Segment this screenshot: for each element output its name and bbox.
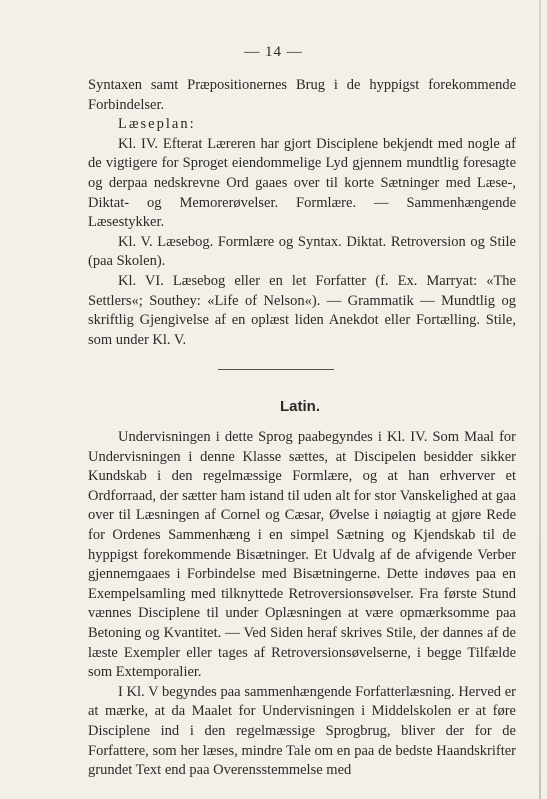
intro-paragraph: Syntaxen samt Præpositionernes Brug i de hyppigst forekommende Forbindelser. bbox=[88, 77, 516, 113]
paragraph-kl-v: Kl. V. Læsebog. Formlære og Syntax. Diktat. Retroversion og Stile (paa Skolen). bbox=[88, 233, 516, 270]
laeseplan-heading: Læseplan: bbox=[118, 116, 196, 133]
latin-paragraph-1: Undervisningen i dette Sprog paabegyndes i Kl. IV. Som Maal for Undervisningen i denne Klasse sættes, at Discipelen besidder sikker Kundskab i den regelmæssige Formlære, og at han erhverver et Ordforraad, der sætter ham istand til uden alt for stor Vanskelighed at gaa over til Læsningen af Cornel og Cæsar, Øvelse i nøiagtig at gjøre Rede for Ordenes Sammenhæng i en simpel Sætning og Kjendskab til de hyppigst forekommende Bisætninger. Et Udvalg af de afvigende Verber gjennemgaaes i Forbindelse med Bisætningerne. Dette indøves paa en Exempelsamling med tilknyttede Retroversionsøvelser. Fra første Stund vænnes Disciplene til under Oplæsningen at være opmærksomme paa Betoning og Kvantitet. — Ved Siden heraf skrives Stile, der dannes af de læste Exempler eller tages af Retroversionsøvelserne, i begge Tilfælde som Extemporalier. bbox=[88, 429, 516, 681]
latin-section bbox=[88, 428, 516, 781]
paragraph-kl-iv: Kl. IV. Efterat Læreren har gjort Disciplene bekjendt med nogle af de vigtigere for Sproget eiendommelige Lyd gjennem mundtlig foresagte og derpaa nedskrevne Ord gaaes over til korte Sætninger med Læse-, Diktat- og Memorerøvelser. Formlære. — Sammenhængende Læsestykker. bbox=[88, 135, 516, 231]
section-title: Latin. bbox=[280, 398, 320, 415]
curriculum-section bbox=[88, 76, 516, 350]
section-divider bbox=[218, 369, 334, 370]
paragraph-kl-vi: Kl. VI. Læsebog eller en let Forfatter (f. Ex. Marryat: «The Settlers«; Southey: «Life of Nelson«). — Grammatik — Mundtlig og skriftlig Gjengivelse af en oplæst liden Anekdot eller Fortælling. Stile, som under Kl. V. bbox=[88, 272, 516, 348]
latin-paragraph-2: I Kl. V begyndes paa sammenhængende Forfatterlæsning. Herved er at mærke, at da Maalet for Undervisningen i Middelskolen er at føre Disciplene ind i den regelmæssige Sprogbrug, bliver der for de Forfattere, som her læses, mindre Tale om en paa de bedste Haandskrifter grundet Text end paa Overensstemmelse med bbox=[88, 683, 516, 779]
page-number: — 14 — bbox=[244, 44, 303, 60]
